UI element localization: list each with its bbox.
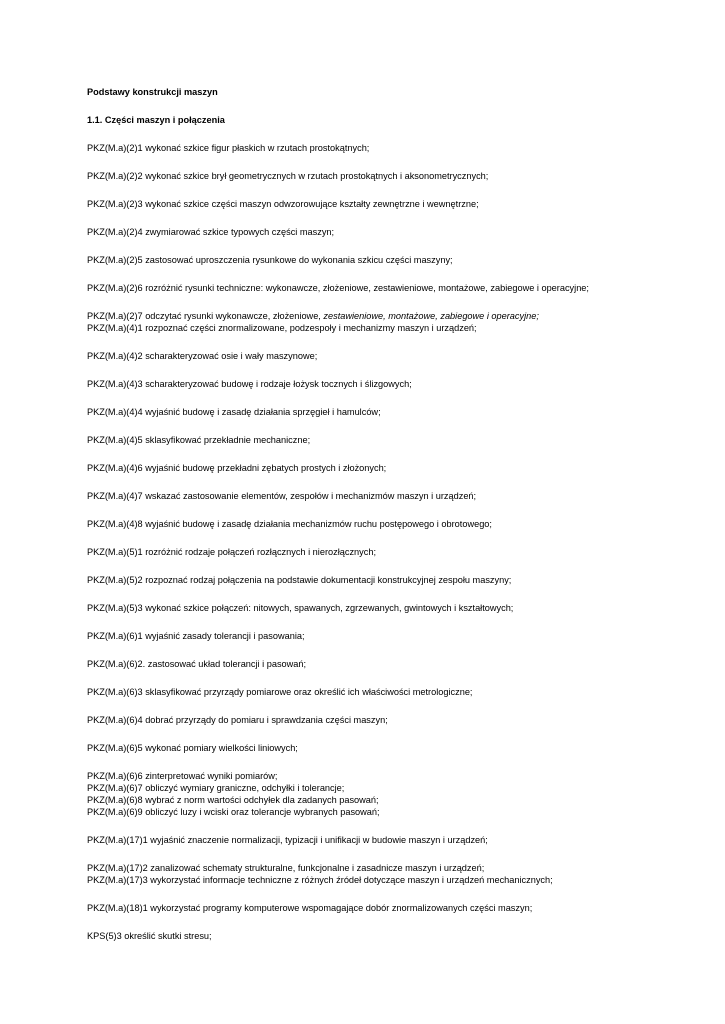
list-item: PKZ(M.a)(4)2 scharakteryzować osie i wały maszynowe; — [87, 351, 318, 361]
list-item: PKZ(M.a)(5)3 wykonać szkice połączeń: nitowych, spawanych, zgrzewanych, gwintowych i kształtowych; — [87, 603, 514, 613]
list-item: PKZ(M.a)(2)2 wykonać szkice brył geometrycznych w rzutach prostokątnych i aksonometrycznych; — [87, 171, 489, 181]
list-item: PKZ(M.a)(6)6 zinterpretować wyniki pomiarów; — [87, 771, 278, 781]
list-item: PKZ(M.a)(18)1 wykorzystać programy komputerowe wspomagające dobór znormalizowanych części maszyn; — [87, 903, 533, 913]
list-item: PKZ(M.a)(4)7 wskazać zastosowanie elementów, zespołów i mechanizmów maszyn i urządzeń; — [87, 491, 477, 501]
list-item-group — [87, 862, 687, 886]
list-item: PKZ(M.a)(4)4 wyjaśnić budowę i zasadę działania sprzęgieł i hamulców; — [87, 407, 381, 417]
list-item: PKZ(M.a)(6)3 sklasyfikować przyrządy pomiarowe oraz określić ich właściwości metrologiczne; — [87, 687, 473, 697]
list-item: PKZ(M.a)(6)1 wyjaśnić zasady tolerancji i pasowania; — [87, 631, 305, 641]
list-item: PKZ(M.a)(4)3 scharakteryzować budowę i rodzaje łożysk tocznych i ślizgowych; — [87, 379, 412, 389]
list-item: PKZ(M.a)(2)6 rozróżnić rysunki techniczne: wykonawcze, złożeniowe, zestawieniowe, montażowe, zabiegowe i operacyjne; — [87, 283, 589, 293]
list-item: PKZ(M.a)(2)4 zwymiarować szkice typowych części maszyn; — [87, 227, 335, 237]
list-item: PKZ(M.a)(4)1 rozpoznać części znormalizowane, podzespoły i mechanizmy maszyn i urządzeń; — [87, 323, 477, 333]
list-item: PKZ(M.a)(5)1 rozróżnić rodzaje połączeń rozłącznych i nierozłącznych; — [87, 547, 377, 557]
list-item: PKZ(M.a)(17)3 wykorzystać informacje techniczne z różnych źródeł dotyczące maszyn i urządzeń mechanicznych; — [87, 875, 553, 885]
list-item: KPS(5)3 określić skutki stresu; — [87, 931, 212, 941]
list-item: PKZ(M.a)(2)5 zastosować uproszczenia rysunkowe do wykonania szkicu części maszyny; — [87, 255, 453, 265]
list-item-text: PKZ(M.a)(2)7 odczytać rysunki wykonawcze, złożeniowe, — [87, 311, 324, 321]
list-item: PKZ(M.a)(6)4 dobrać przyrządy do pomiaru i sprawdzania części maszyn; — [87, 715, 388, 725]
list-item — [87, 310, 687, 322]
list-item: PKZ(M.a)(6)2. zastosować układ tolerancji i pasowań; — [87, 659, 307, 669]
list-item-group — [87, 310, 687, 334]
list-item-italic-text: zestawieniowe, montażowe, zabiegowe i operacyjne; — [323, 311, 539, 321]
list-item: PKZ(M.a)(6)9 obliczyć luzy i wciski oraz tolerancje wybranych pasowań; — [87, 807, 380, 817]
document-title: Podstawy konstrukcji maszyn — [87, 87, 218, 97]
list-item: PKZ(M.a)(5)2 rozpoznać rodzaj połączenia na podstawie dokumentacji konstrukcyjnej zespołu maszyny; — [87, 575, 512, 585]
list-item: PKZ(M.a)(2)3 wykonać szkice części maszyn odwzorowujące kształty zewnętrzne i wewnętrzne; — [87, 199, 479, 209]
list-item: PKZ(M.a)(17)1 wyjaśnić znaczenie normalizacji, typizacji i unifikacji w budowie maszyn i urządzeń; — [87, 835, 488, 845]
document-body — [87, 86, 687, 942]
list-item: PKZ(M.a)(6)5 wykonać pomiary wielkości liniowych; — [87, 743, 298, 753]
section-heading: 1.1. Części maszyn i połączenia — [87, 115, 225, 125]
list-item: PKZ(M.a)(4)5 sklasyfikować przekładnie mechaniczne; — [87, 435, 311, 445]
list-item-group — [87, 770, 687, 818]
list-item: PKZ(M.a)(4)8 wyjaśnić budowę i zasadę działania mechanizmów ruchu postępowego i obrotowego; — [87, 519, 492, 529]
list-item: PKZ(M.a)(6)8 wybrać z norm wartości odchyłek dla zadanych pasowań; — [87, 795, 379, 805]
list-item: PKZ(M.a)(4)6 wyjaśnić budowę przekładni zębatych prostych i złożonych; — [87, 463, 387, 473]
list-item: PKZ(M.a)(2)1 wykonać szkice figur płaskich w rzutach prostokątnych; — [87, 143, 370, 153]
list-item: PKZ(M.a)(17)2 zanalizować schematy strukturalne, funkcjonalne i zasadnicze maszyn i urządzeń; — [87, 863, 485, 873]
list-item: PKZ(M.a)(6)7 obliczyć wymiary graniczne, odchyłki i tolerancje; — [87, 783, 345, 793]
